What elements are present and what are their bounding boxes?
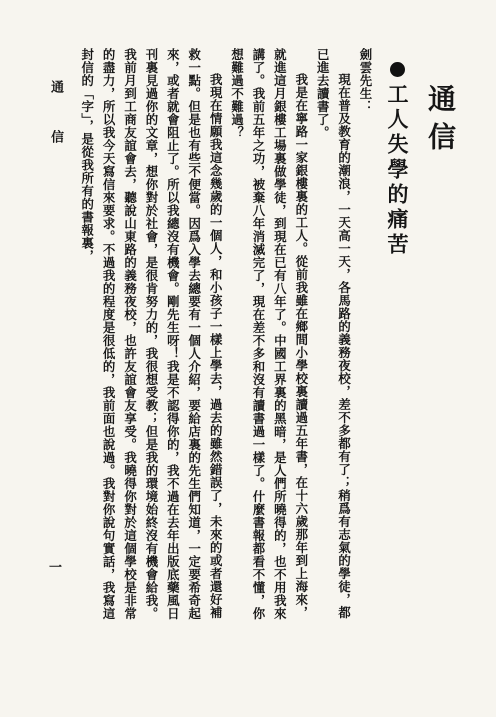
column-title: 通信 [424, 84, 457, 160]
article-title [387, 62, 408, 258]
running-head: 通 信 [48, 80, 63, 155]
salutation: 劍雲先生： [358, 48, 373, 113]
article-title-text: 工人失學的痛苦 [385, 83, 410, 258]
paragraph-3: 我現在情願我這念幾歲的一個人，和小孩子一樣上學去，過去的雖然錯誤了，未來的或者還好補救一點。但是也有些不便當。因爲入學去總要有一個人介紹，要給店裏的先生們知道，一定要希奇起來，或者就會阻止了。所以我總沒有機會。剛先生呀！我是不認得你的，我不過在去年出版底藥風日刊裏見過你的文章，想你對於社會，是很肯努力的，我很想受教；但是我的環境始終沒有機會給我。我前月到工商友誼會去，聽說山東路的義務夜校，也許友誼會友享受。我曉得你對於這個學校是非常的盡力，所以我今天寫信來要求。不過我的程度是很低的，我前面也說過。我對你說句實話，我寫這封信的「字」，是從我所有的書報裏， [79, 48, 224, 620]
bullet-icon [390, 62, 405, 77]
paragraph-1: 現在普及教育的潮浪，一天高一天，各馬路的義務夜校，差不多都有了；稍爲有志氣的學徒，都已進去讀書了。 [315, 48, 352, 619]
page-number: 一 [46, 560, 61, 589]
letter-body [76, 48, 376, 628]
paragraph-2: 我是在寧路一家銀樓裏的工人。從前我雖在鄉間小學校裏讀過五年書，在十六歲那年到上海來，就進這月銀樓工場裏做學徒，到現在已有八年了。中國工界裏的黑暗，是人們所曉得的，也不用我來講了。我前五年之功，被棄八年消滅完了，現在差不多和沒有讀書過一樣了。什麼書報都看不懂，你想難過不難過？ [229, 48, 309, 620]
